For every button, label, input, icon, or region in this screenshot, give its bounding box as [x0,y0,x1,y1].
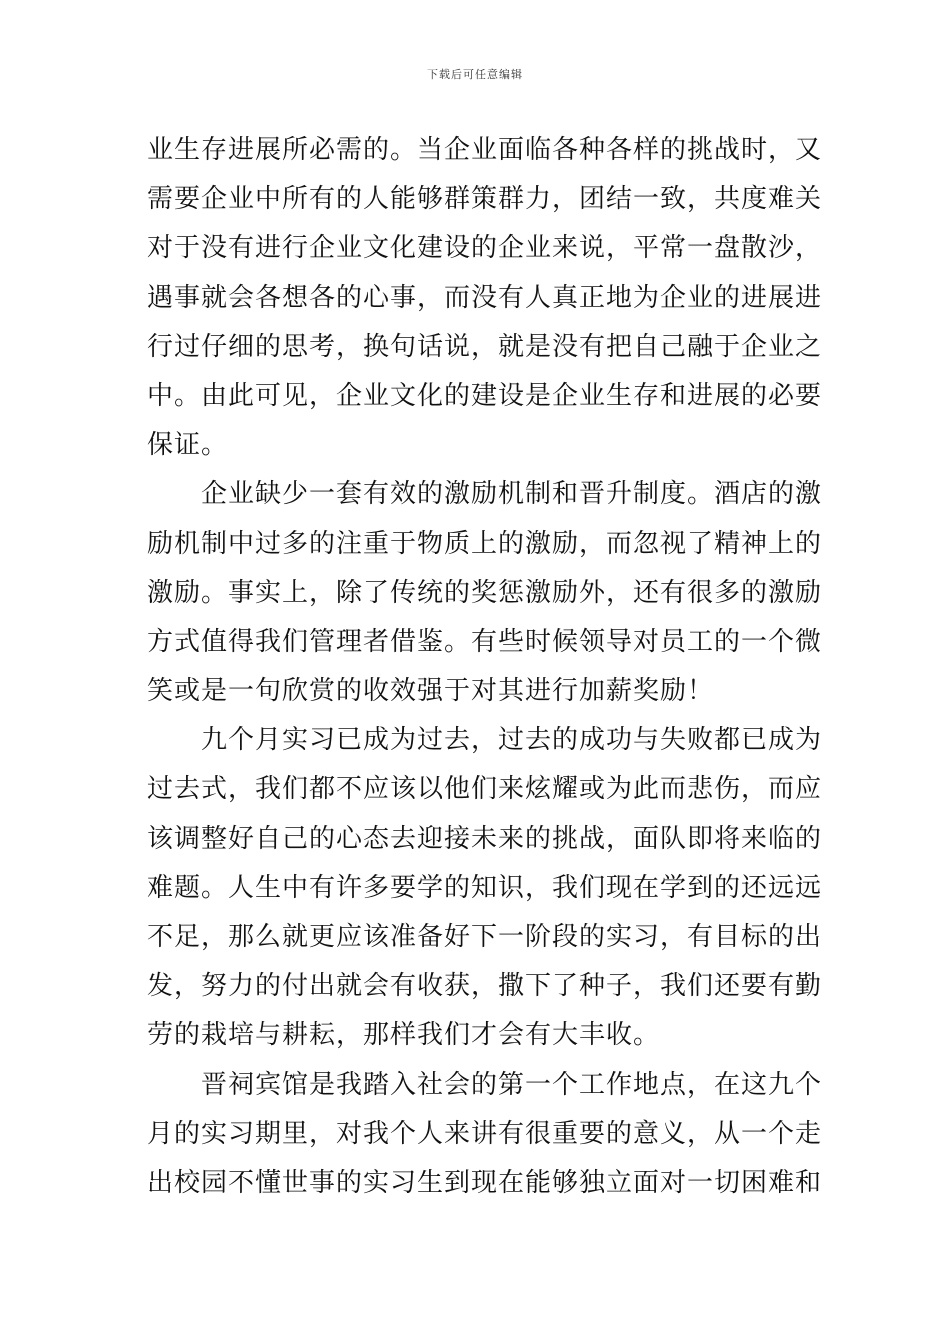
text-line: 劳的栽培与耕耘，那样我们才会有大丰收。 [147,1020,661,1051]
text-line: 出校园不懂世事的实习生到现在能够独立面对一切困难和 [147,1167,823,1198]
text-line: 发，努力的付出就会有收获，撒下了种子，我们还要有勤 [147,971,823,1002]
text-line: 不足，那么就更应该准备好下一阶段的实习，有目标的出 [147,922,823,952]
text-line: 笑或是一句欣赏的收效强于对其进行加薪奖励！ [147,676,715,707]
text-line: 该调整好自己的心态去迎接未来的挑战，面队即将来临的 [147,823,823,854]
header-note: 下载后可任意编辑 [427,68,523,81]
text-line: 对于没有进行企业文化建设的企业来说，平常一盘散沙， [147,233,823,264]
text-line: 方式值得我们管理者借鉴。有些时候领导对员工的一个微 [147,626,823,657]
text-line: 激励。事实上，除了传统的奖惩激励外，还有很多的激励 [147,577,823,608]
text-line: 难题。人生中有许多要学的知识，我们现在学到的还远远 [147,872,823,903]
text-line: 遇事就会各想各的心事，而没有人真正地为企业的进展进 [147,282,823,313]
paragraph-first-line: 九个月实习已成为过去，过去的成功与失败都已成为 [201,725,823,756]
paragraph-first-line: 企业缺少一套有效的激励机制和晋升制度。酒店的激 [201,479,823,510]
text-line: 过去式，我们都不应该以他们来炫耀或为此而悲伤，而应 [147,774,823,805]
paragraph-first-line: 晋祠宾馆是我踏入社会的第一个工作地点，在这九个 [201,1069,823,1100]
document-body [147,126,823,1208]
text-line: 月的实习期里，对我个人来讲有很重要的意义，从一个走 [147,1118,823,1149]
text-line: 业生存进展所必需的。当企业面临各种各样的挑战时，又 [147,135,823,165]
text-line: 中。由此可见，企业文化的建设是企业生存和进展的必要 [147,380,823,411]
text-line: 励机制中过多的注重于物质上的激励，而忽视了精神上的 [147,528,823,559]
text-line: 需要企业中所有的人能够群策群力，团结一致，共度难关 [147,184,823,215]
text-line: 保证。 [147,430,229,461]
text-line: 行过仔细的思考，换句话说，就是没有把自己融于企业之 [147,331,823,362]
